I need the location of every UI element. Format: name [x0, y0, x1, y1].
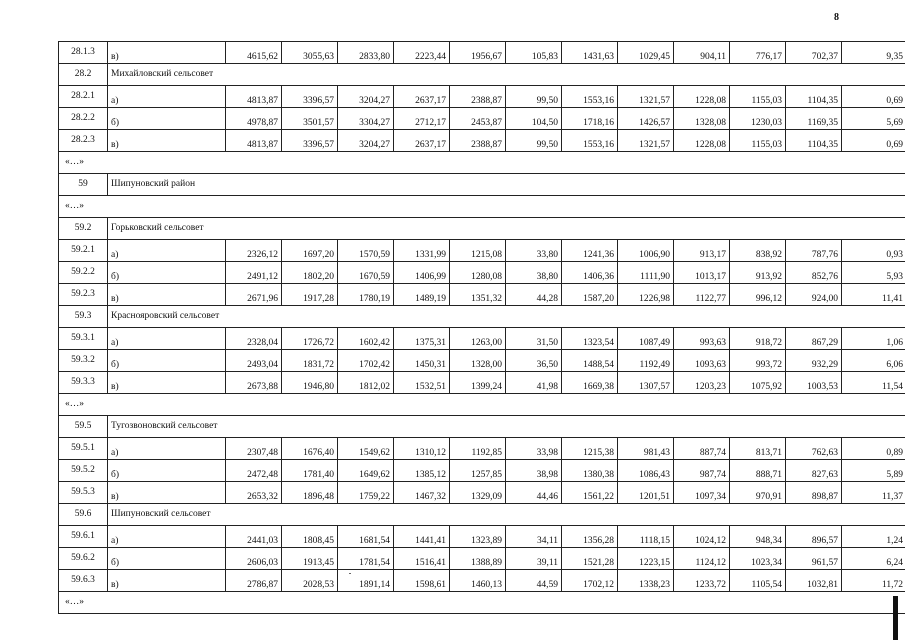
- value-cell: 1013,17: [674, 262, 730, 284]
- value-cell: 1812,02: [338, 372, 394, 394]
- table-row: [59, 86, 905, 108]
- row-code: 59.2.3: [59, 284, 108, 306]
- value-cell: 852,76: [786, 262, 842, 284]
- value-cell: 1097,34: [674, 482, 730, 504]
- value-cell: 11,54: [842, 372, 905, 394]
- value-cell: 1380,38: [562, 460, 618, 482]
- omission-mark: «…»: [59, 196, 905, 218]
- section-header-row: [59, 306, 905, 328]
- value-cell: 867,29: [786, 328, 842, 350]
- value-cell: 2328,04: [226, 328, 282, 350]
- row-letter: а): [108, 240, 226, 262]
- value-cell: 904,11: [674, 42, 730, 64]
- section-code: 28.2: [59, 64, 108, 86]
- value-cell: 918,72: [730, 328, 786, 350]
- value-cell: 1780,19: [338, 284, 394, 306]
- value-cell: 1406,36: [562, 262, 618, 284]
- value-cell: 1891,14: [338, 570, 394, 592]
- omission-mark: «…»: [59, 592, 905, 614]
- value-cell: 2637,17: [394, 86, 450, 108]
- table-row: [59, 240, 905, 262]
- value-cell: 1702,12: [562, 570, 618, 592]
- value-cell: 1024,12: [674, 526, 730, 548]
- table-row: [59, 438, 905, 460]
- value-cell: 987,74: [674, 460, 730, 482]
- value-cell: 1307,57: [618, 372, 674, 394]
- section-code: 59.3: [59, 306, 108, 328]
- section-header-row: [59, 174, 905, 196]
- value-cell: 3304,27: [338, 108, 394, 130]
- section-header-row: [59, 64, 905, 86]
- value-cell: 827,63: [786, 460, 842, 482]
- value-cell: 44,28: [506, 284, 562, 306]
- value-cell: 1697,20: [282, 240, 338, 262]
- row-letter: в): [108, 284, 226, 306]
- row-letter: б): [108, 460, 226, 482]
- row-code: 59.5.3: [59, 482, 108, 504]
- scan-speck: [349, 573, 351, 574]
- value-cell: 948,34: [730, 526, 786, 548]
- row-letter: б): [108, 350, 226, 372]
- value-cell: 1426,57: [618, 108, 674, 130]
- value-cell: 5,89: [842, 460, 905, 482]
- row-code: 59.2.2: [59, 262, 108, 284]
- row-code: 28.1.3: [59, 42, 108, 64]
- value-cell: 932,29: [786, 350, 842, 372]
- section-title: Тугозвоновский сельсовет: [108, 416, 905, 438]
- value-cell: 41,98: [506, 372, 562, 394]
- page-number: 8: [834, 12, 839, 23]
- value-cell: 1201,51: [618, 482, 674, 504]
- value-cell: 1087,49: [618, 328, 674, 350]
- row-code: 59.5.1: [59, 438, 108, 460]
- value-cell: 1155,03: [730, 86, 786, 108]
- value-cell: 1228,08: [674, 130, 730, 152]
- value-cell: 2712,17: [394, 108, 450, 130]
- section-header-row: [59, 218, 905, 240]
- value-cell: 1226,98: [618, 284, 674, 306]
- value-cell: 1587,20: [562, 284, 618, 306]
- value-cell: 1726,72: [282, 328, 338, 350]
- value-cell: 1003,53: [786, 372, 842, 394]
- value-cell: 1328,00: [450, 350, 506, 372]
- value-cell: 4615,62: [226, 42, 282, 64]
- value-cell: 1338,23: [618, 570, 674, 592]
- table-row: [59, 42, 905, 64]
- value-cell: 1351,32: [450, 284, 506, 306]
- value-cell: 6,24: [842, 548, 905, 570]
- value-cell: 11,37: [842, 482, 905, 504]
- value-cell: 1781,40: [282, 460, 338, 482]
- value-cell: 2453,87: [450, 108, 506, 130]
- value-cell: 2223,44: [394, 42, 450, 64]
- table-row: [59, 262, 905, 284]
- value-cell: 1093,63: [674, 350, 730, 372]
- row-letter: а): [108, 438, 226, 460]
- value-cell: 1321,57: [618, 130, 674, 152]
- row-letter: в): [108, 42, 226, 64]
- row-letter: а): [108, 328, 226, 350]
- value-cell: 1598,61: [394, 570, 450, 592]
- omission-row: [59, 152, 905, 174]
- value-cell: 1169,35: [786, 108, 842, 130]
- value-cell: 1310,12: [394, 438, 450, 460]
- value-cell: 1124,12: [674, 548, 730, 570]
- value-cell: 1956,67: [450, 42, 506, 64]
- value-cell: 1241,36: [562, 240, 618, 262]
- row-code: 28.2.1: [59, 86, 108, 108]
- row-code: 59.3.3: [59, 372, 108, 394]
- table-row: [59, 284, 905, 306]
- value-cell: 838,92: [730, 240, 786, 262]
- tariff-table: [58, 41, 905, 614]
- value-cell: 2388,87: [450, 86, 506, 108]
- value-cell: 1111,90: [618, 262, 674, 284]
- value-cell: 1,24: [842, 526, 905, 548]
- value-cell: 993,63: [674, 328, 730, 350]
- row-letter: в): [108, 482, 226, 504]
- value-cell: 2637,17: [394, 130, 450, 152]
- section-header-row: [59, 416, 905, 438]
- value-cell: 0,89: [842, 438, 905, 460]
- section-title: Михайловский сельсовет: [108, 64, 905, 86]
- value-cell: 34,11: [506, 526, 562, 548]
- value-cell: 2653,32: [226, 482, 282, 504]
- value-cell: 2671,96: [226, 284, 282, 306]
- value-cell: 913,17: [674, 240, 730, 262]
- value-cell: 99,50: [506, 130, 562, 152]
- value-cell: 1913,45: [282, 548, 338, 570]
- value-cell: 4813,87: [226, 86, 282, 108]
- value-cell: 887,74: [674, 438, 730, 460]
- value-cell: 1602,42: [338, 328, 394, 350]
- value-cell: 0,69: [842, 130, 905, 152]
- value-cell: 99,50: [506, 86, 562, 108]
- section-title: Шипуновский район: [108, 174, 905, 196]
- value-cell: 1356,28: [562, 526, 618, 548]
- value-cell: 1669,38: [562, 372, 618, 394]
- value-cell: 1257,85: [450, 460, 506, 482]
- row-letter: в): [108, 130, 226, 152]
- value-cell: 31,50: [506, 328, 562, 350]
- row-code: 59.6.3: [59, 570, 108, 592]
- value-cell: 3501,57: [282, 108, 338, 130]
- table-row: [59, 570, 905, 592]
- value-cell: 2786,87: [226, 570, 282, 592]
- table-row: [59, 372, 905, 394]
- value-cell: 1532,51: [394, 372, 450, 394]
- value-cell: 898,87: [786, 482, 842, 504]
- section-code: 59.2: [59, 218, 108, 240]
- value-cell: 11,72: [842, 570, 905, 592]
- value-cell: 3396,57: [282, 130, 338, 152]
- row-code: 59.6.2: [59, 548, 108, 570]
- value-cell: 924,00: [786, 284, 842, 306]
- value-cell: 1223,15: [618, 548, 674, 570]
- section-title: Шипуновский сельсовет: [108, 504, 905, 526]
- value-cell: 1649,62: [338, 460, 394, 482]
- value-cell: 44,46: [506, 482, 562, 504]
- value-cell: 1323,89: [450, 526, 506, 548]
- row-code: 59.5.2: [59, 460, 108, 482]
- value-cell: 1808,45: [282, 526, 338, 548]
- value-cell: 0,69: [842, 86, 905, 108]
- value-cell: 1521,28: [562, 548, 618, 570]
- row-code: 59.6.1: [59, 526, 108, 548]
- row-letter: в): [108, 372, 226, 394]
- value-cell: 1385,12: [394, 460, 450, 482]
- value-cell: 1431,63: [562, 42, 618, 64]
- value-cell: 1104,35: [786, 130, 842, 152]
- omission-row: [59, 592, 905, 614]
- value-cell: 1023,34: [730, 548, 786, 570]
- value-cell: 11,41: [842, 284, 905, 306]
- value-cell: 1467,32: [394, 482, 450, 504]
- value-cell: 2028,53: [282, 570, 338, 592]
- value-cell: 1561,22: [562, 482, 618, 504]
- value-cell: 2326,12: [226, 240, 282, 262]
- value-cell: 1570,59: [338, 240, 394, 262]
- value-cell: 3055,63: [282, 42, 338, 64]
- table-row: [59, 460, 905, 482]
- value-cell: 4978,87: [226, 108, 282, 130]
- value-cell: 1388,89: [450, 548, 506, 570]
- value-cell: 1006,90: [618, 240, 674, 262]
- value-cell: 1155,03: [730, 130, 786, 152]
- value-cell: 762,63: [786, 438, 842, 460]
- value-cell: 1917,28: [282, 284, 338, 306]
- value-cell: 5,69: [842, 108, 905, 130]
- value-cell: 3396,57: [282, 86, 338, 108]
- value-cell: 2441,03: [226, 526, 282, 548]
- row-letter: а): [108, 526, 226, 548]
- value-cell: 1946,80: [282, 372, 338, 394]
- value-cell: 104,50: [506, 108, 562, 130]
- row-letter: б): [108, 262, 226, 284]
- value-cell: 33,80: [506, 240, 562, 262]
- value-cell: 1118,15: [618, 526, 674, 548]
- row-letter: а): [108, 86, 226, 108]
- section-header-row: [59, 504, 905, 526]
- value-cell: 1280,08: [450, 262, 506, 284]
- value-cell: 1516,41: [394, 548, 450, 570]
- value-cell: 1718,16: [562, 108, 618, 130]
- value-cell: 5,93: [842, 262, 905, 284]
- value-cell: 888,71: [730, 460, 786, 482]
- row-code: 59.3.1: [59, 328, 108, 350]
- value-cell: 1323,54: [562, 328, 618, 350]
- row-letter: б): [108, 548, 226, 570]
- value-cell: 1321,57: [618, 86, 674, 108]
- value-cell: 39,11: [506, 548, 562, 570]
- table-row: [59, 328, 905, 350]
- value-cell: 1781,54: [338, 548, 394, 570]
- section-title: Горьковский сельсовет: [108, 218, 905, 240]
- value-cell: 1104,35: [786, 86, 842, 108]
- section-code: 59: [59, 174, 108, 196]
- value-cell: 1215,08: [450, 240, 506, 262]
- value-cell: 1228,08: [674, 86, 730, 108]
- value-cell: 993,72: [730, 350, 786, 372]
- value-cell: 813,71: [730, 438, 786, 460]
- table-row: [59, 482, 905, 504]
- row-code: 59.3.2: [59, 350, 108, 372]
- value-cell: 996,12: [730, 284, 786, 306]
- value-cell: 1441,41: [394, 526, 450, 548]
- value-cell: 2491,12: [226, 262, 282, 284]
- row-code: 28.2.2: [59, 108, 108, 130]
- value-cell: 6,06: [842, 350, 905, 372]
- value-cell: 1676,40: [282, 438, 338, 460]
- value-cell: 33,98: [506, 438, 562, 460]
- table-row: [59, 130, 905, 152]
- value-cell: 2673,88: [226, 372, 282, 394]
- value-cell: 1086,43: [618, 460, 674, 482]
- value-cell: 1032,81: [786, 570, 842, 592]
- value-cell: 1681,54: [338, 526, 394, 548]
- value-cell: 105,83: [506, 42, 562, 64]
- value-cell: 0,93: [842, 240, 905, 262]
- value-cell: 1802,20: [282, 262, 338, 284]
- row-code: 59.2.1: [59, 240, 108, 262]
- table-row: [59, 108, 905, 130]
- value-cell: 1450,31: [394, 350, 450, 372]
- value-cell: 913,92: [730, 262, 786, 284]
- value-cell: 1488,54: [562, 350, 618, 372]
- value-cell: 2493,04: [226, 350, 282, 372]
- omission-mark: «…»: [59, 152, 905, 174]
- margin-mark: [893, 596, 898, 640]
- value-cell: 9,35: [842, 42, 905, 64]
- value-cell: 3204,27: [338, 130, 394, 152]
- value-cell: 1122,77: [674, 284, 730, 306]
- value-cell: 1075,92: [730, 372, 786, 394]
- value-cell: 1549,62: [338, 438, 394, 460]
- value-cell: 1,06: [842, 328, 905, 350]
- value-cell: 970,91: [730, 482, 786, 504]
- value-cell: 1896,48: [282, 482, 338, 504]
- value-cell: 1460,13: [450, 570, 506, 592]
- value-cell: 896,57: [786, 526, 842, 548]
- row-code: 28.2.3: [59, 130, 108, 152]
- value-cell: 1263,00: [450, 328, 506, 350]
- value-cell: 1702,42: [338, 350, 394, 372]
- omission-row: [59, 196, 905, 218]
- value-cell: 1759,22: [338, 482, 394, 504]
- value-cell: 1489,19: [394, 284, 450, 306]
- value-cell: 1230,03: [730, 108, 786, 130]
- section-title: Краснояровский сельсовет: [108, 306, 905, 328]
- value-cell: 38,80: [506, 262, 562, 284]
- value-cell: 1029,45: [618, 42, 674, 64]
- value-cell: 1329,09: [450, 482, 506, 504]
- value-cell: 787,76: [786, 240, 842, 262]
- table-row: [59, 350, 905, 372]
- omission-mark: «…»: [59, 394, 905, 416]
- value-cell: 2472,48: [226, 460, 282, 482]
- table-row: [59, 548, 905, 570]
- value-cell: 4813,87: [226, 130, 282, 152]
- value-cell: 1553,16: [562, 130, 618, 152]
- value-cell: 3204,27: [338, 86, 394, 108]
- value-cell: 36,50: [506, 350, 562, 372]
- value-cell: 38,98: [506, 460, 562, 482]
- value-cell: 961,57: [786, 548, 842, 570]
- value-cell: 1399,24: [450, 372, 506, 394]
- value-cell: 2833,80: [338, 42, 394, 64]
- omission-row: [59, 394, 905, 416]
- value-cell: 776,17: [730, 42, 786, 64]
- table-body: [59, 42, 905, 614]
- table-row: [59, 526, 905, 548]
- value-cell: 1203,23: [674, 372, 730, 394]
- value-cell: 1328,08: [674, 108, 730, 130]
- value-cell: 1406,99: [394, 262, 450, 284]
- value-cell: 2307,48: [226, 438, 282, 460]
- value-cell: 1192,49: [618, 350, 674, 372]
- value-cell: 1331,99: [394, 240, 450, 262]
- row-letter: б): [108, 108, 226, 130]
- value-cell: 1192,85: [450, 438, 506, 460]
- section-code: 59.6: [59, 504, 108, 526]
- value-cell: 1375,31: [394, 328, 450, 350]
- value-cell: 2388,87: [450, 130, 506, 152]
- value-cell: 1233,72: [674, 570, 730, 592]
- value-cell: 2606,03: [226, 548, 282, 570]
- value-cell: 1105,54: [730, 570, 786, 592]
- value-cell: 1553,16: [562, 86, 618, 108]
- section-code: 59.5: [59, 416, 108, 438]
- value-cell: 1831,72: [282, 350, 338, 372]
- row-letter: в): [108, 570, 226, 592]
- value-cell: 44,59: [506, 570, 562, 592]
- value-cell: 1215,38: [562, 438, 618, 460]
- value-cell: 1670,59: [338, 262, 394, 284]
- value-cell: 981,43: [618, 438, 674, 460]
- value-cell: 702,37: [786, 42, 842, 64]
